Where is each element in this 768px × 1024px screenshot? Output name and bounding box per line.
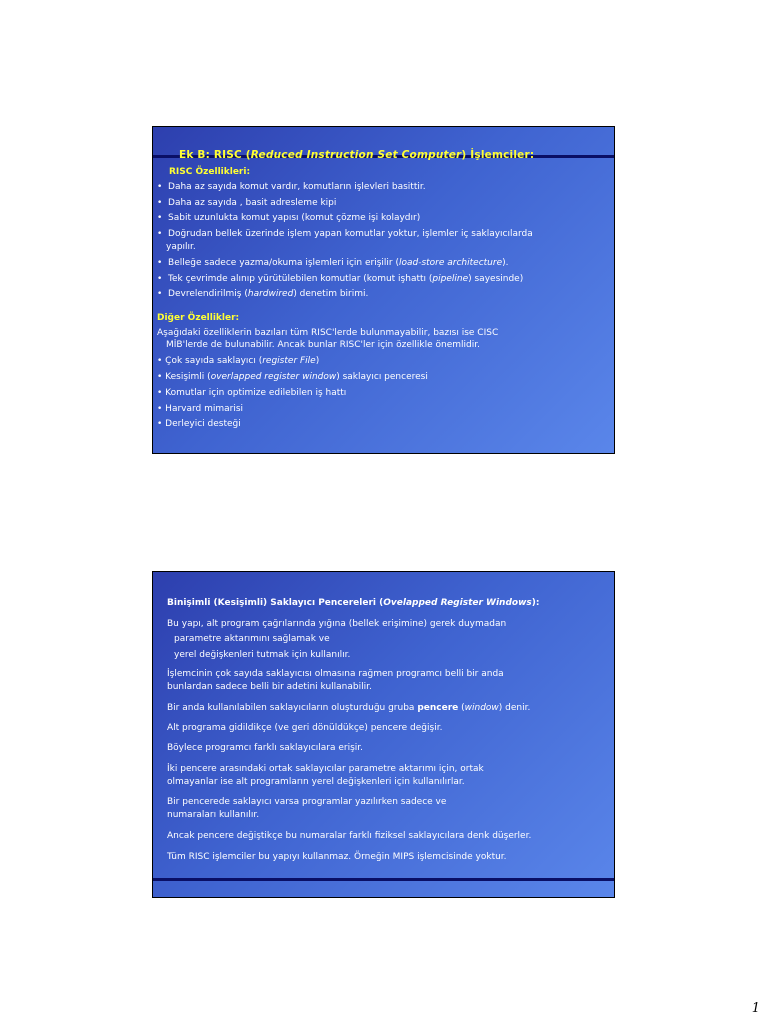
bullet-item: • Harvard mimarisi — [157, 404, 244, 414]
title-prefix: Binişimli (Kesişimli) Saklayıcı Pencereleri ( — [167, 598, 384, 608]
bullet-italic: load-store architecture — [398, 258, 503, 268]
paragraph-line: bunlardan sadece belli bir adetini kullanabilir. — [167, 682, 372, 692]
paragraph-line: İşlemcinin çok sayıda saklayıcısı olmasına rağmen programcı belli bir anda — [167, 669, 504, 679]
title-suffix: ): — [531, 598, 540, 608]
bullet-continuation: yapılır. — [166, 242, 196, 252]
bullet-italic: register File — [262, 356, 316, 366]
paragraph-line: olmayanlar ise alt programların yerel değişkenleri için kullanılırlar. — [167, 777, 465, 787]
bullet-item: • Belleğe sadece yazma/okuma işlemleri için erişilir (load-store architecture). — [157, 258, 509, 268]
slide-title — [179, 149, 534, 161]
bullet-item: • Doğrudan bellek üzerinde işlem yapan komutlar yoktur, işlemler iç saklayıcılarda — [157, 229, 533, 239]
bullet-text: Çok sayıda saklayıcı ( — [165, 356, 263, 366]
text-run: ) denir. — [498, 703, 531, 713]
title-italic: Ovelapped Register Windows — [383, 598, 532, 608]
title-prefix: Ek B: RISC ( — [179, 149, 251, 161]
page-number: 1 — [751, 1001, 760, 1016]
paragraph-line: Ancak pencere değiştikçe bu numaralar farklı fiziksel saklayıcılara denk düşerler. — [167, 831, 532, 841]
bullet-text: Derleyici desteği — [165, 419, 241, 429]
bullet-text: Belleğe sadece yazma/okuma işlemleri için erişilir ( — [168, 258, 399, 268]
bullet-text: Tek çevrimde alınıp yürütülebilen komutlar (komut işhattı ( — [168, 274, 433, 284]
bold-term: pencere — [417, 703, 459, 713]
paragraph-line: Bir pencerede saklayıcı varsa programlar yazılırken sadece ve — [167, 797, 447, 807]
bullet-item: • Komutlar için optimize edilebilen iş hattı — [157, 388, 347, 398]
bullet-text: Komutlar için optimize edilebilen iş hattı — [165, 388, 347, 398]
paragraph-line: Alt programa gidildikçe (ve geri dönüldükçe) pencere değişir. — [167, 723, 443, 733]
bullet-italic: overlapped register window — [210, 372, 337, 382]
title-italic: Reduced Instruction Set Computer — [250, 149, 462, 161]
bullet-text: Doğrudan bellek üzerinde işlem yapan komutlar yoktur, işlemler iç saklayıcılarda — [168, 229, 533, 239]
paragraph-line: yerel değişkenleri tutmak için kullanılır. — [174, 650, 351, 660]
paragraph-line: numaraları kullanılır. — [167, 810, 260, 820]
paragraph-line: İki pencere arasındaki ortak saklayıcılar parametre aktarımı için, ortak — [167, 764, 484, 774]
bullet-italic: hardwired — [247, 289, 294, 299]
bullet-item: • Daha az sayıda komut vardır, komutların işlevleri basittir. — [157, 182, 426, 192]
bottom-bar — [153, 878, 614, 881]
paragraph-line: Tüm RISC işlemciler bu yapıyı kullanmaz. Örneğin MIPS işlemcisinde yoktur. — [167, 852, 507, 862]
bullet-item: • Kesişimli (overlapped register window) saklayıcı penceresi — [157, 372, 428, 382]
bullet-text: Daha az sayıda , basit adresleme kipi — [168, 198, 337, 208]
bullet-item: • Devrelendirilmiş (hardwired) denetim birimi. — [157, 289, 369, 299]
bullet-item: • Çok sayıda saklayıcı (register File) — [157, 356, 320, 366]
paragraph-line: parametre aktarımını sağlamak ve — [174, 634, 330, 644]
risc-features-heading: RISC Özellikleri: — [169, 167, 251, 177]
bullet-item: • Derleyici desteği — [157, 419, 241, 429]
bullet-text-end: ) — [315, 356, 320, 366]
bullet-text-end: ) saklayıcı penceresi — [336, 372, 428, 382]
bullet-item: • Sabit uzunlukta komut yapısı (komut çözme işi kolaydır) — [157, 213, 421, 223]
other-features-heading: Diğer Özellikler: — [157, 313, 240, 323]
bullet-text: Daha az sayıda komut vardır, komutların işlevleri basittir. — [168, 182, 426, 192]
bullet-text: Devrelendirilmiş ( — [168, 289, 248, 299]
paragraph-line: Bu yapı, alt program çağrılarında yığına (bellek erişimine) gerek duymadan — [167, 619, 507, 629]
bullet-item: • Daha az sayıda , basit adresleme kipi — [157, 198, 337, 208]
slide-title — [167, 598, 539, 608]
bullet-item: • Tek çevrimde alınıp yürütülebilen komutlar (komut işhattı (pipeline) sayesinde) — [157, 274, 524, 284]
italic-term: window — [464, 703, 499, 713]
bullet-italic: pipeline — [432, 274, 469, 284]
paragraph-line — [167, 703, 530, 714]
bullet-text-end: ) denetim birimi. — [293, 289, 369, 299]
bullet-text-end: ). — [502, 258, 509, 268]
bullet-text: Harvard mimarisi — [165, 404, 244, 414]
bullet-text: Sabit uzunlukta komut yapısı (komut çözme işi kolaydır) — [168, 213, 421, 223]
title-suffix: ) İşlemciler: — [461, 149, 535, 161]
paragraph-line: MİB'lerde de bulunabilir. Ancak bunlar RISC'ler için özellikle önemlidir. — [166, 340, 480, 350]
bullet-text: Kesişimli ( — [165, 372, 211, 382]
paragraph-line: Aşağıdaki özelliklerin bazıları tüm RISC'lerde bulunmayabilir, bazısı ise CISC — [157, 328, 499, 338]
paragraph-line: Böylece programcı farklı saklayıcılara erişir. — [167, 743, 364, 753]
text-run: ( — [458, 703, 465, 713]
slide-risc-features — [152, 126, 615, 454]
slide-register-windows — [152, 571, 615, 898]
bullet-text-end: ) sayesinde) — [468, 274, 524, 284]
text-run: Bir anda kullanılabilen saklayıcıların oluşturduğu gruba — [167, 703, 418, 713]
